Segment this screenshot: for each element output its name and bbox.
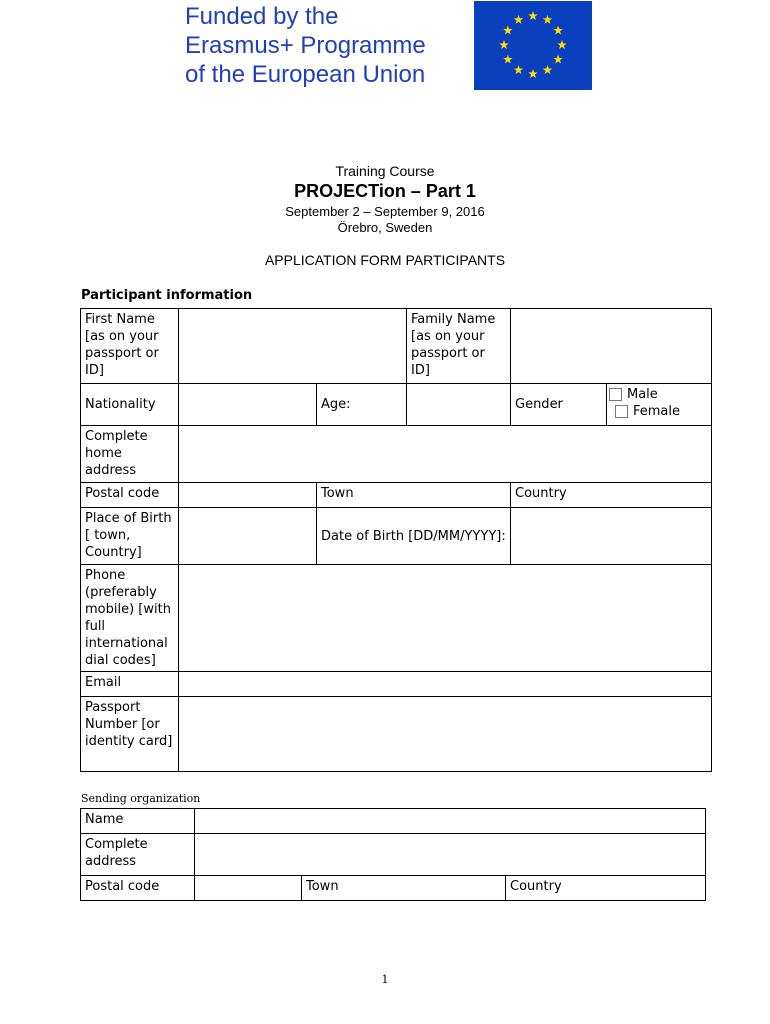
- first-name-label: First Name [as on your passport or ID]: [81, 309, 179, 384]
- date-of-birth-label: Date of Birth [DD/MM/YYYY]:: [317, 508, 511, 565]
- town-field[interactable]: [317, 483, 511, 508]
- org-name-label: Name: [81, 809, 195, 834]
- table-row: [81, 834, 706, 876]
- phone-label: Phone (preferably mobile) [with full international dial codes]: [81, 565, 179, 672]
- star-icon: [514, 65, 524, 74]
- star-icon: [543, 15, 553, 24]
- gender-label: Gender: [511, 384, 607, 426]
- star-icon: [499, 40, 509, 49]
- female-checkbox[interactable]: [615, 405, 628, 418]
- org-name-field[interactable]: [195, 809, 706, 834]
- first-name-field[interactable]: [179, 309, 407, 384]
- male-checkbox[interactable]: [609, 388, 622, 401]
- female-label: Female: [633, 404, 681, 419]
- funding-line: Erasmus+ Programme: [185, 32, 426, 59]
- passport-field[interactable]: [179, 697, 712, 772]
- funding-line: of the European Union: [185, 61, 426, 88]
- form-title: APPLICATION FORM PARTICIPANTS: [264, 252, 506, 268]
- table-row: [81, 565, 712, 672]
- star-icon: [553, 26, 563, 35]
- participant-table: [80, 308, 712, 772]
- country-field[interactable]: [511, 483, 712, 508]
- table-row: [81, 672, 712, 697]
- org-country-field[interactable]: [506, 876, 706, 901]
- table-row: [81, 508, 712, 565]
- gender-female-option[interactable]: [609, 403, 709, 420]
- date-of-birth-field[interactable]: [511, 508, 712, 565]
- nationality-field[interactable]: [179, 384, 317, 426]
- page-title: PROJECTion – Part 1: [294, 181, 476, 201]
- org-postal-code-field[interactable]: [195, 876, 302, 901]
- star-icon: [553, 55, 563, 64]
- funding-statement: [185, 2, 457, 89]
- country-label: Country: [515, 486, 567, 501]
- male-label: Male: [627, 387, 658, 402]
- place-of-birth-label: Place of Birth [ town, Country]: [81, 508, 179, 565]
- org-address-label: Complete address: [81, 834, 195, 876]
- table-row: [81, 384, 712, 426]
- home-address-field[interactable]: [179, 426, 712, 483]
- page-number: 1: [381, 973, 389, 986]
- funding-line: Funded by the: [185, 3, 339, 30]
- star-icon: [528, 69, 538, 78]
- star-icon: [503, 55, 513, 64]
- table-row: [81, 309, 712, 384]
- age-label: Age:: [317, 384, 407, 426]
- phone-field[interactable]: [179, 565, 712, 672]
- home-address-label: Complete home address: [81, 426, 179, 483]
- table-row: [81, 809, 706, 834]
- place-of-birth-field[interactable]: [179, 508, 317, 565]
- course-location: Örebro, Sweden: [337, 220, 433, 235]
- star-icon: [528, 11, 538, 20]
- org-country-label: Country: [510, 879, 562, 894]
- email-label: Email: [81, 672, 179, 697]
- star-icon: [543, 65, 553, 74]
- family-name-label: Family Name [as on your passport or ID]: [407, 309, 511, 384]
- org-address-field[interactable]: [195, 834, 706, 876]
- star-icon: [557, 40, 567, 49]
- passport-label: Passport Number [or identity card]: [81, 697, 179, 772]
- star-icon: [503, 26, 513, 35]
- family-name-field[interactable]: [511, 309, 712, 384]
- nationality-label: Nationality: [81, 384, 179, 426]
- org-town-field[interactable]: [302, 876, 506, 901]
- course-dates: September 2 – September 9, 2016: [285, 204, 485, 219]
- postal-code-label: Postal code: [81, 483, 179, 508]
- org-town-label: Town: [306, 879, 339, 894]
- table-row: [81, 697, 712, 772]
- org-postal-code-label: Postal code: [81, 876, 195, 901]
- organization-table: [80, 808, 706, 901]
- participant-section-title: Participant information: [81, 288, 253, 303]
- gender-male-option[interactable]: [609, 386, 709, 403]
- course-type: Training Course: [335, 163, 435, 179]
- table-row: [81, 483, 712, 508]
- table-row: [81, 426, 712, 483]
- eu-flag-icon: [474, 1, 592, 90]
- town-label: Town: [321, 486, 354, 501]
- star-icon: [514, 15, 524, 24]
- gender-options: [607, 384, 712, 426]
- email-field[interactable]: [179, 672, 712, 697]
- postal-code-field[interactable]: [179, 483, 317, 508]
- table-row: [81, 876, 706, 901]
- organization-section-title: Sending organization: [81, 792, 201, 805]
- age-field[interactable]: [407, 384, 511, 426]
